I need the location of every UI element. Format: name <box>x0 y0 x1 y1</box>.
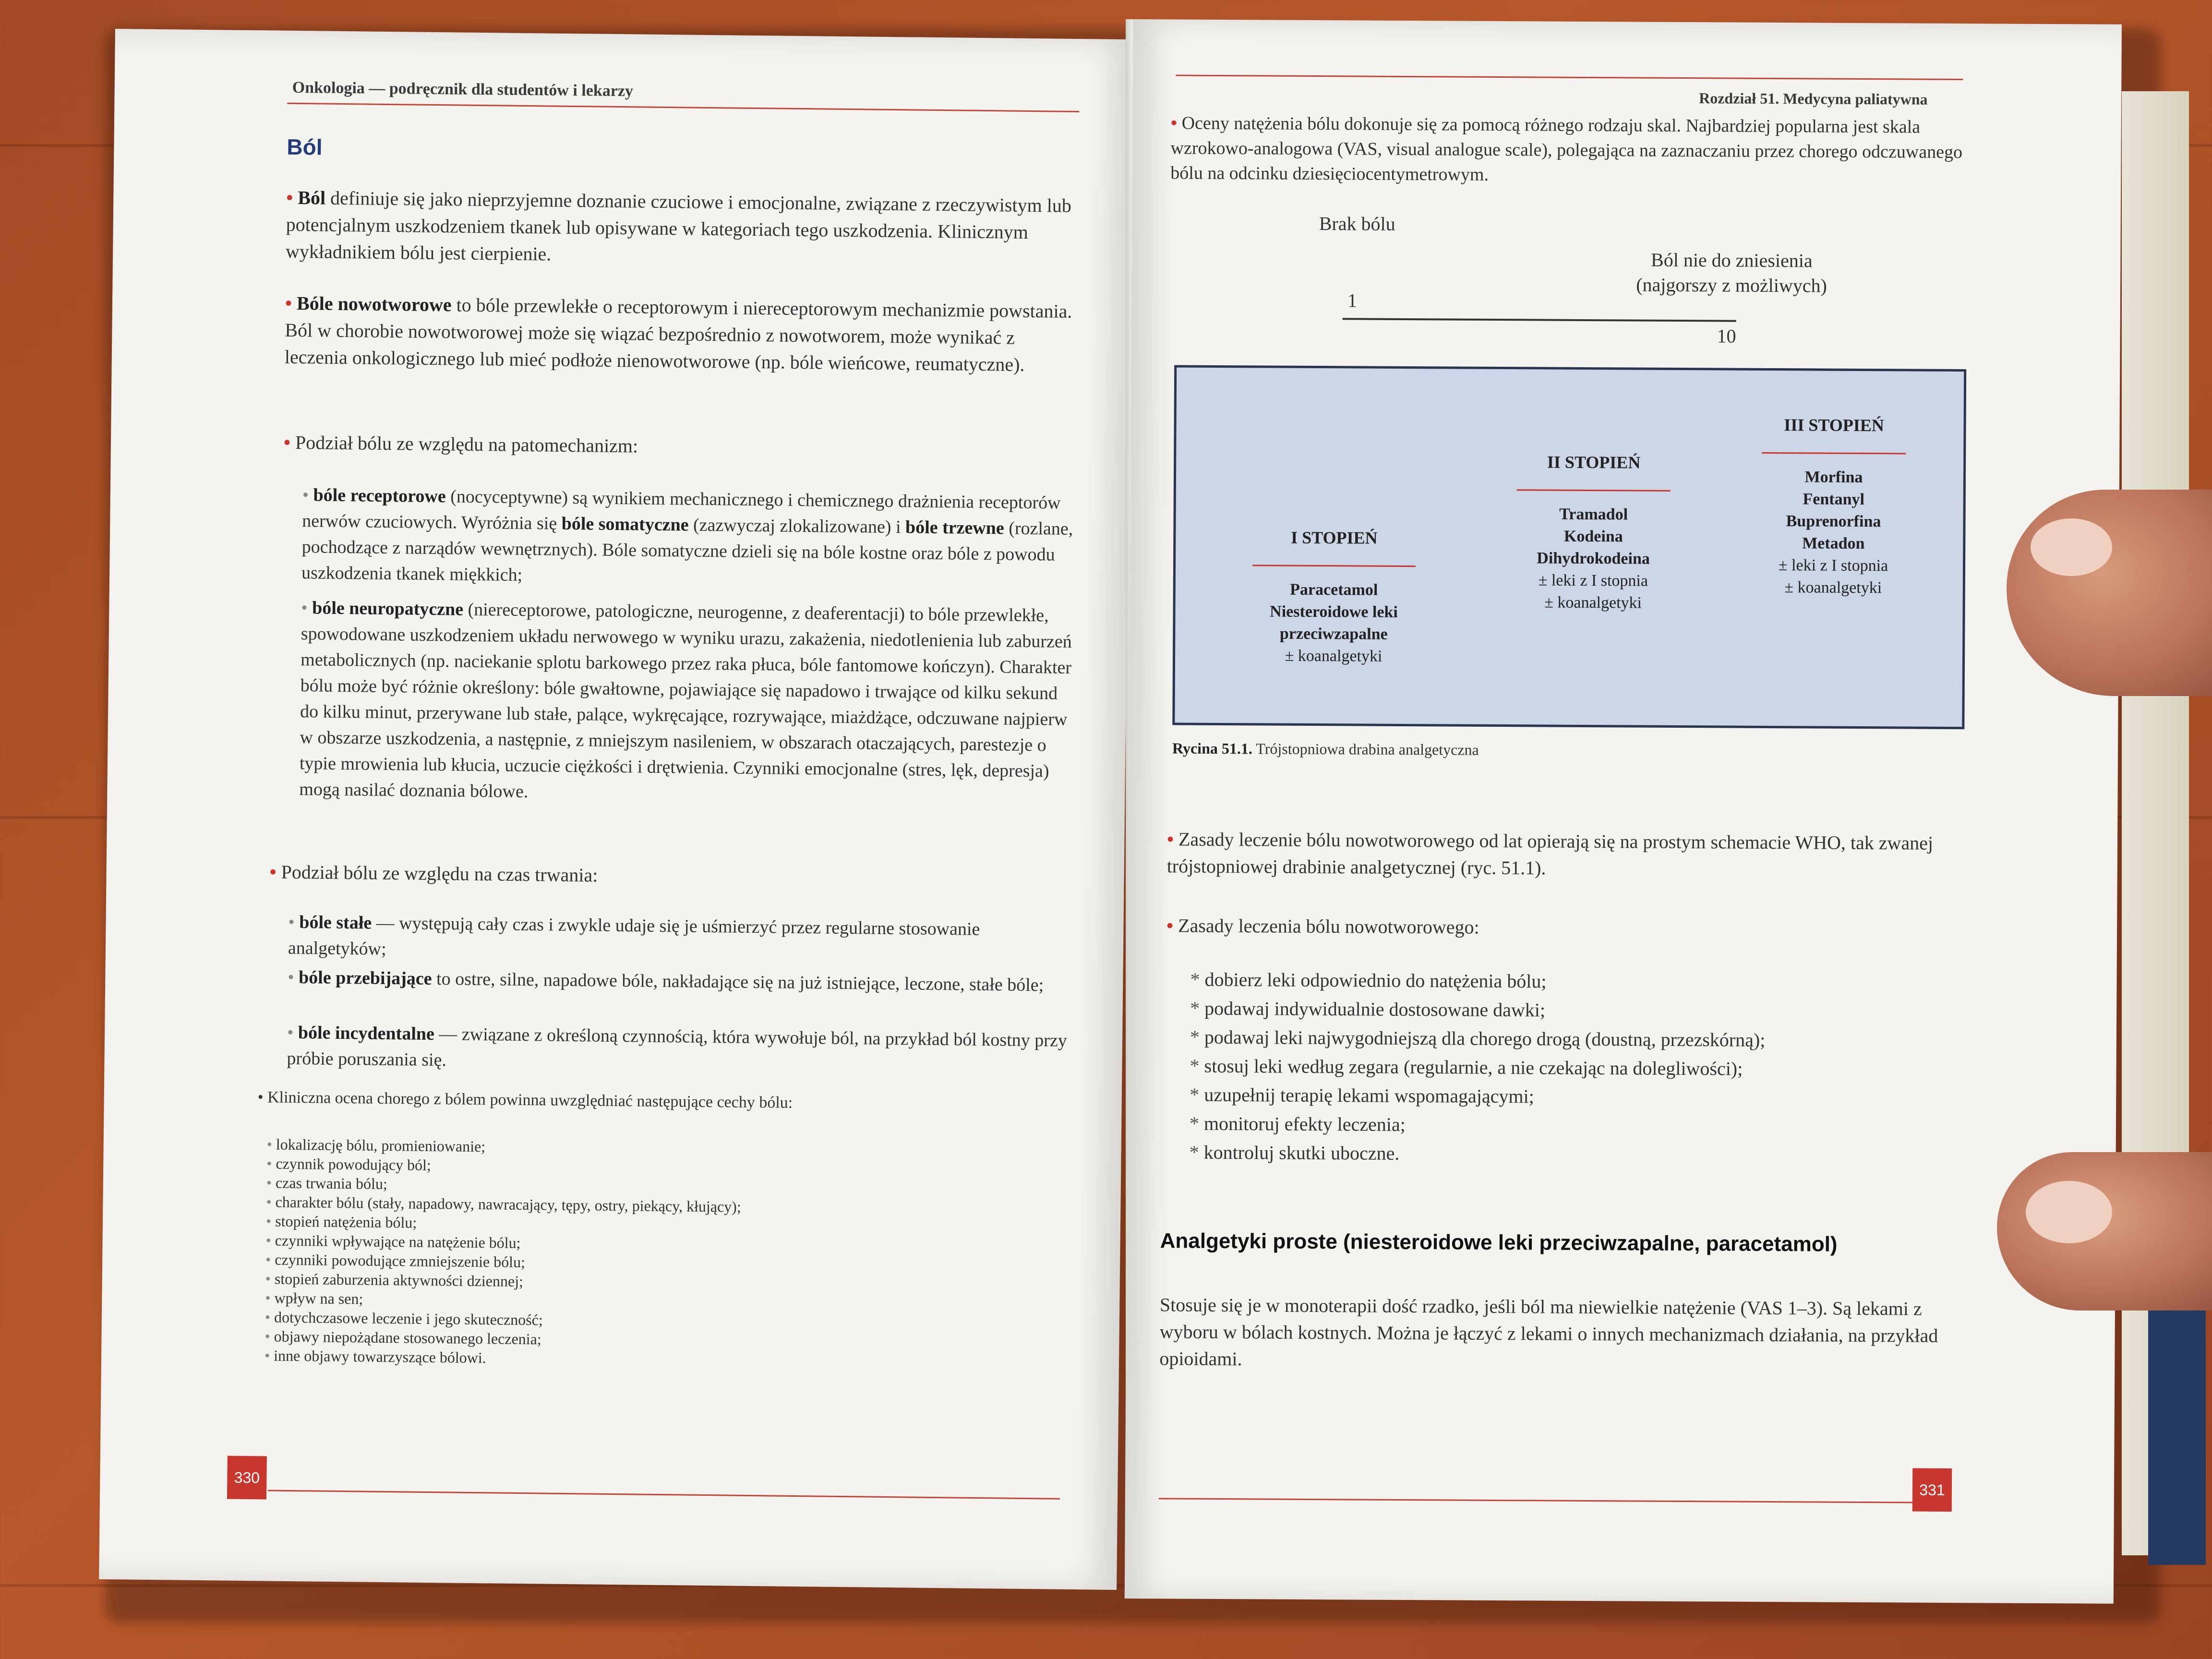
left-page <box>99 29 1133 1590</box>
paragraph-mechanism-intro: • Podział bólu ze względu na patomechanizm: <box>283 431 638 457</box>
list-item: • czynniki powodujące zmniejszenie bólu; <box>265 1250 1034 1277</box>
list-item: • inne objawy towarzyszące bólowi. <box>264 1346 1033 1373</box>
rules-list <box>1189 965 1958 1171</box>
mechanism-item: • bóle neuropatyczne (niereceptorowe, patologiczne, neurogenne, z deaferentacji) to bóle przewlekłe, spowodowane uszkodzeniem układu nerwowego w wyniku urazu, zakażenia, niedotlenienia lub zaburzeń metabolicznych (np. naciekanie splotu barkowego przez raka płuca, bóle fantomowe kończyn). Charakter bólu może być różnie określony: bóle gwałtowne, pojawiające się napadowo i trwające od kilku sekund do kilku minut, przerywane lub stałe, palące, wykręcające, rozrywające, miażdżące, odczuwane najpierw w obszarze uszkodzenia, a następnie, z mniejszym nasileniem, w obszarach otaczających, parestezje o typie mrowienia lub kłucia, uczucie ciężkości i drętwienia. Czynniki emocjonalne (stres, lęk, depresja) mogą nasilać doznania bólowe. <box>299 598 1072 802</box>
paragraph-duration-intro: • Podział bólu ze względu na czas trwania: <box>269 861 598 886</box>
list-item: • czynnik powodujący ból; <box>266 1154 1034 1181</box>
footer-rule <box>1159 1498 1946 1503</box>
step-title: II STOPIEŃ <box>1547 452 1641 472</box>
list-item: • wpływ na sen; <box>265 1288 1033 1315</box>
book-cover-spine <box>2148 1296 2206 1565</box>
list-item: • czynniki wpływające na natężenie bólu; <box>265 1230 1034 1258</box>
page-number: 330 <box>227 1456 267 1500</box>
header-rule <box>1176 74 1963 80</box>
finger <box>1997 1152 2212 1310</box>
duration-item: • bóle przebijające to ostre, silne, napadowe bóle, nakładające się na już istniejące, leczone, stałe bóle; <box>288 967 1044 996</box>
step-title: I STOPIEŃ <box>1291 528 1378 548</box>
paragraph-rules-intro: • Zasady leczenia bólu nowotworowego: <box>1166 914 1479 938</box>
list-item: • dotychczasowe leczenie i jego skuteczność; <box>265 1307 1033 1334</box>
analgesic-ladder-figure <box>1172 365 1966 729</box>
vas-max: 10 <box>1717 325 1736 347</box>
list-item: * podawaj indywidualnie dostosowane dawki; <box>1190 994 1958 1027</box>
list-item: • czas trwania bólu; <box>266 1173 1034 1200</box>
paragraph-cancer-pain: • Bóle nowotworowe to bóle przewlekłe o receptorowym i niereceptorowym mechanizmie powstania. Ból w chorobie nowotworowej może się wiązać bezpośrednio z nowotworem, może wynikać z leczenia onkologicznego lub mieć podłoże nienowotworowe (np. bóle wieńcowe, reumatyczne). <box>284 292 1072 375</box>
paragraph-assessment-intro: • Kliniczna ocena chorego z bólem powinna uwzględniać następujące cechy bólu: <box>257 1088 793 1112</box>
mechanism-item: • bóle receptorowe (nocyceptywne) są wynikiem mechanicznego i chemicznego drażnienia receptorów nerwów czuciowych. Wyróżnia się bóle somatyczne (zazwyczaj zlokalizowane) i bóle trzewne (rozlane, pochodzące z narządów wewnętrznych). Bóle somatyczne dzieli się na bóle kostne oraz bóle z powodu uszkodzenia tkanek miękkich; <box>301 485 1073 585</box>
header-rule <box>287 103 1079 112</box>
running-head: Onkologia — podręcznik dla studentów i lekarzy <box>292 78 634 100</box>
list-item: • lokalizację bólu, promieniowanie; <box>266 1134 1034 1162</box>
list-item: • stopień natężenia bólu; <box>266 1211 1034 1238</box>
page-number: 331 <box>1912 1468 1952 1512</box>
list-item: * uzupełnij terapię lekami wspomagającymi; <box>1190 1081 1958 1113</box>
footer-rule <box>268 1490 1060 1499</box>
section-heading: Ból <box>287 134 323 160</box>
vas-min: 1 <box>1347 289 1358 312</box>
ladder-step-2: II STOPIEŃ Tramadol Kodeina Dihydrokodeina ± leki z I stopnia ± koanalgetyki <box>1507 451 1681 614</box>
vas-line <box>1343 318 1736 322</box>
ladder-step-3: III STOPIEŃ Morfina Fentanyl Buprenorfina Metadon ± leki z I stopnia ± koanalgetyki <box>1752 414 1916 600</box>
vas-label-right: Ból nie do zniesienia (najgorszy z możliwych) <box>1636 249 1827 297</box>
paragraph-simple-analgesics: Stosuje się je w monoterapii dość rzadko, jeśli ból ma niewielkie natężenie (VAS 1–3). Są lekami z wyboru w bólach kostnych. Można je łączyć z lekami o innych mechanizmach działania, na przykład opioidami. <box>1159 1294 1938 1370</box>
paragraph-who: • Zasady leczenie bólu nowotworowego od lat opierają się na prostym schemacie WHO, tak zwanej trójstopniowej drabinie analgetycznej (ryc. 51.1). <box>1166 828 1934 879</box>
duration-item: • bóle incydentalne — związane z określoną czynnością, która wywołuje ból, na przykład ból kostny przy próbie poruszania się. <box>287 1022 1068 1070</box>
ladder-step-1: I STOPIEŃ Paracetamol Niesteroidowe leki przeciwzapalne ± koanalgetyki <box>1247 526 1421 668</box>
list-item: • objawy niepożądane stosowanego leczenia; <box>264 1326 1033 1354</box>
duration-item: • bóle stałe — występują cały czas i zwykle udaje się je uśmierzyć przez regularne stosowanie analgetyków; <box>288 912 980 960</box>
paragraph-vas: • Oceny natężenia bólu dokonuje się za pomocą różnego rodzaju skal. Najbardziej popularna jest skala wzrokowo-analogowa (VAS, visual analogue scale), polegająca na zaznaczaniu przez chorego odczuwanego bólu na odcinku dziesięciocentymetrowym. <box>1170 113 1963 185</box>
figure-caption: Rycina 51.1. Trójstopniowa drabina analgetyczna <box>1172 739 1479 758</box>
step-title: III STOPIEŃ <box>1784 415 1884 435</box>
list-item: • charakter bólu (stały, napadowy, nawracający, tępy, ostry, piekący, kłujący); <box>266 1192 1034 1219</box>
list-item: • stopień zaburzenia aktywności dziennej; <box>265 1269 1034 1296</box>
list-item: * dobierz leki odpowiednio do natężenia bólu; <box>1190 965 1958 998</box>
right-page <box>1125 19 2122 1604</box>
list-item: * kontroluj skutki uboczne. <box>1189 1138 1957 1171</box>
list-item: * monitoruj efekty leczenia; <box>1190 1109 1958 1142</box>
vas-label-left: Brak bólu <box>1319 213 1395 235</box>
assessment-list <box>264 1134 1035 1373</box>
paragraph-definition: • Ból definiuje się jako nieprzyjemne doznanie czuciowe i emocjonalne, związane z rzeczywistym lub potencjalnym uszkodzeniem tkanek lub opisywane w kategoriach tego uszkodzenia. Klinicznym wykładnikiem bólu jest cierpienie. <box>285 186 1072 265</box>
running-head: Rozdział 51. Medycyna paliatywna <box>1699 89 1928 108</box>
list-item: * podawaj leki najwygodniejszą dla chorego drogą (doustną, przezskórną); <box>1190 1023 1958 1056</box>
subsection-heading: Analgetyki proste (niesteroidowe leki przeciwzapalne, paracetamol) <box>1160 1229 1838 1256</box>
list-item: * stosuj leki według zegara (regularnie, a nie czekając na dolegliwości); <box>1190 1052 1958 1084</box>
